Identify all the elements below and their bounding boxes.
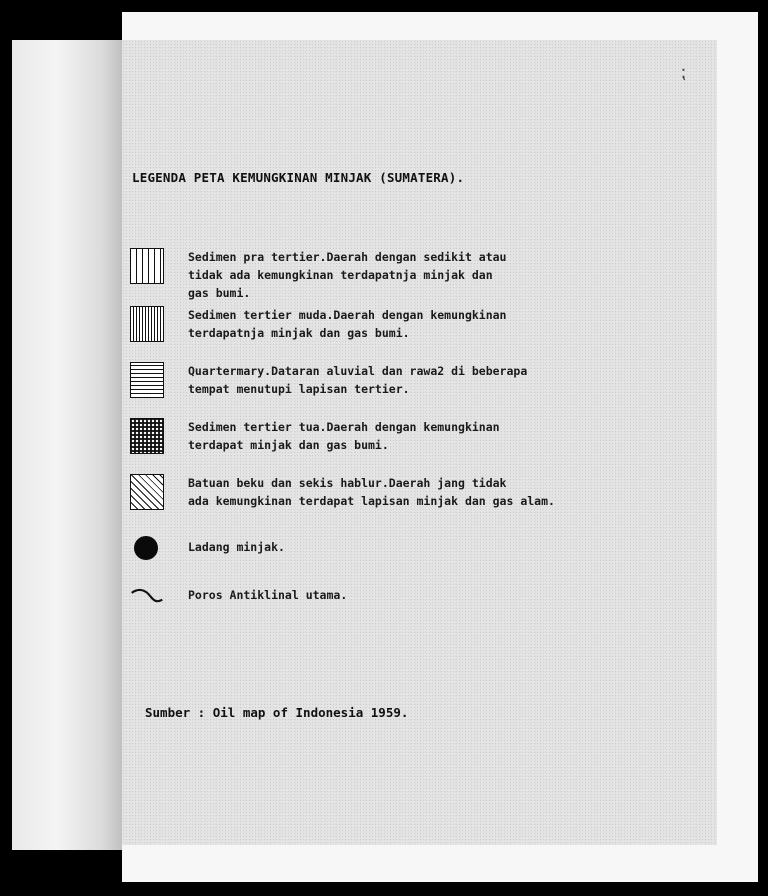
left-page-edge [12, 40, 124, 850]
legend-item-text: Sedimen tertier muda.Daerah dengan kemungkinan terdapatnja minjak dan gas bumi. [188, 308, 507, 340]
source-note: Sumber : Oil map of Indonesia 1959. [145, 705, 409, 720]
corner-marks: ⁏ [680, 62, 687, 83]
legend-item-text: Poros Antiklinal utama. [188, 588, 348, 602]
legend-title: LEGENDA PETA KEMUNGKINAN MINJAK (SUMATERA). [132, 170, 465, 185]
legend-item-text: Ladang minjak. [188, 540, 285, 554]
horizontal-lines-pattern-icon [130, 362, 164, 398]
vertical-lines-pattern-icon [130, 248, 164, 284]
oil-field-dot-icon [134, 536, 158, 560]
dense-vertical-lines-pattern-icon [130, 306, 164, 342]
dotted-pattern-icon [130, 418, 164, 454]
legend-item-text: Batuan beku dan sekis hablur.Daerah jang tidak ada kemungkinan terdapat lapisan minjak dan gas alam. [188, 476, 555, 508]
diagonal-lines-pattern-icon [130, 474, 164, 510]
wavy-line-icon [130, 580, 164, 616]
legend-item-text: Quartermary.Dataran aluvial dan rawa2 di beberapa tempat menutupi lapisan tertier. [188, 364, 528, 396]
legend-item-text: Sedimen pra tertier.Daerah dengan sedikit atau tidak ada kemungkinan terdapatnja minjak dan gas bumi. [188, 250, 507, 300]
legend-item-text: Sedimen tertier tua.Daerah dengan kemungkinan terdapat minjak dan gas bumi. [188, 420, 500, 452]
